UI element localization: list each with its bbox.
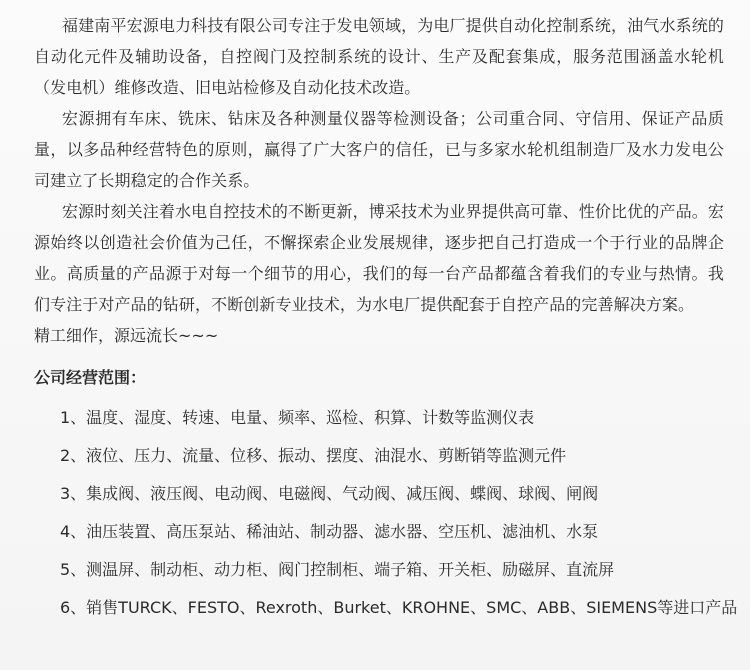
intro-paragraph-1: 福建南平宏源电力科技有限公司专注于发电领域，为电厂提供自动化控制系统，油气水系统的自动化元件及辅助设备，自控阀门及控制系统的设计、生产及配套集成，服务范围涵盖水轮机（发电机）维修改造、旧电站检修及自动化技术改造。 xyxy=(34,16,724,97)
scope-item-valves: 3、集成阀、液压阀、电动阀、电磁阀、气动阀、减压阀、蝶阀、球阀、闸阀 xyxy=(60,484,599,503)
scope-item-hydraulic-equipment: 4、油压装置、高压泵站、稀油站、制动器、滤水器、空压机、滤油机、水泵 xyxy=(60,522,599,541)
scope-item-monitoring-components: 2、液位、压力、流量、位移、振动、摆度、油混水、剪断销等监测元件 xyxy=(60,446,567,465)
scope-item-control-cabinets: 5、测温屏、制动柜、动力柜、阀门控制柜、端子箱、开关柜、励磁屏、直流屏 xyxy=(60,560,615,579)
business-scope-list xyxy=(34,399,736,627)
intro-paragraph-2: 宏源拥有车床、铣床、钻床及各种测量仪器等检测设备；公司重合同、守信用、保证产品质量，以多品种经营特色的原则，赢得了广大客户的信任，已与多家水轮机组制造厂及水力发电公司建立了长期稳定的合作关系。 xyxy=(34,109,724,190)
business-scope-title: 公司经营范围： xyxy=(34,368,147,387)
company-slogan: 精工细作，源远流长~~~ xyxy=(34,326,219,345)
scope-item-monitoring-instruments: 1、温度、湿度、转速、电量、频率、巡检、积算、计数等监测仪表 xyxy=(60,408,535,427)
scope-item-imported-products: 6、销售TURCK、FESTO、Rexroth、Burket、KROHNE、SMC、ABB、SIEMENS等进口产品 xyxy=(60,598,738,617)
intro-paragraph-3: 宏源时刻关注着水电自控技术的不断更新，博采技术为业界提供高可靠、性价比优的产品。宏源始终以创造社会价值为己任，不懈探索企业发展规律，逐步把自己打造成一个于行业的品牌企业。高质量的产品源于对每一个细节的用心，我们的每一台产品都蕴含着我们的专业与热情。我们专注于对产品的钻研，不断创新专业技术，为水电厂提供配套于自控产品的完善解决方案。 xyxy=(34,202,724,314)
